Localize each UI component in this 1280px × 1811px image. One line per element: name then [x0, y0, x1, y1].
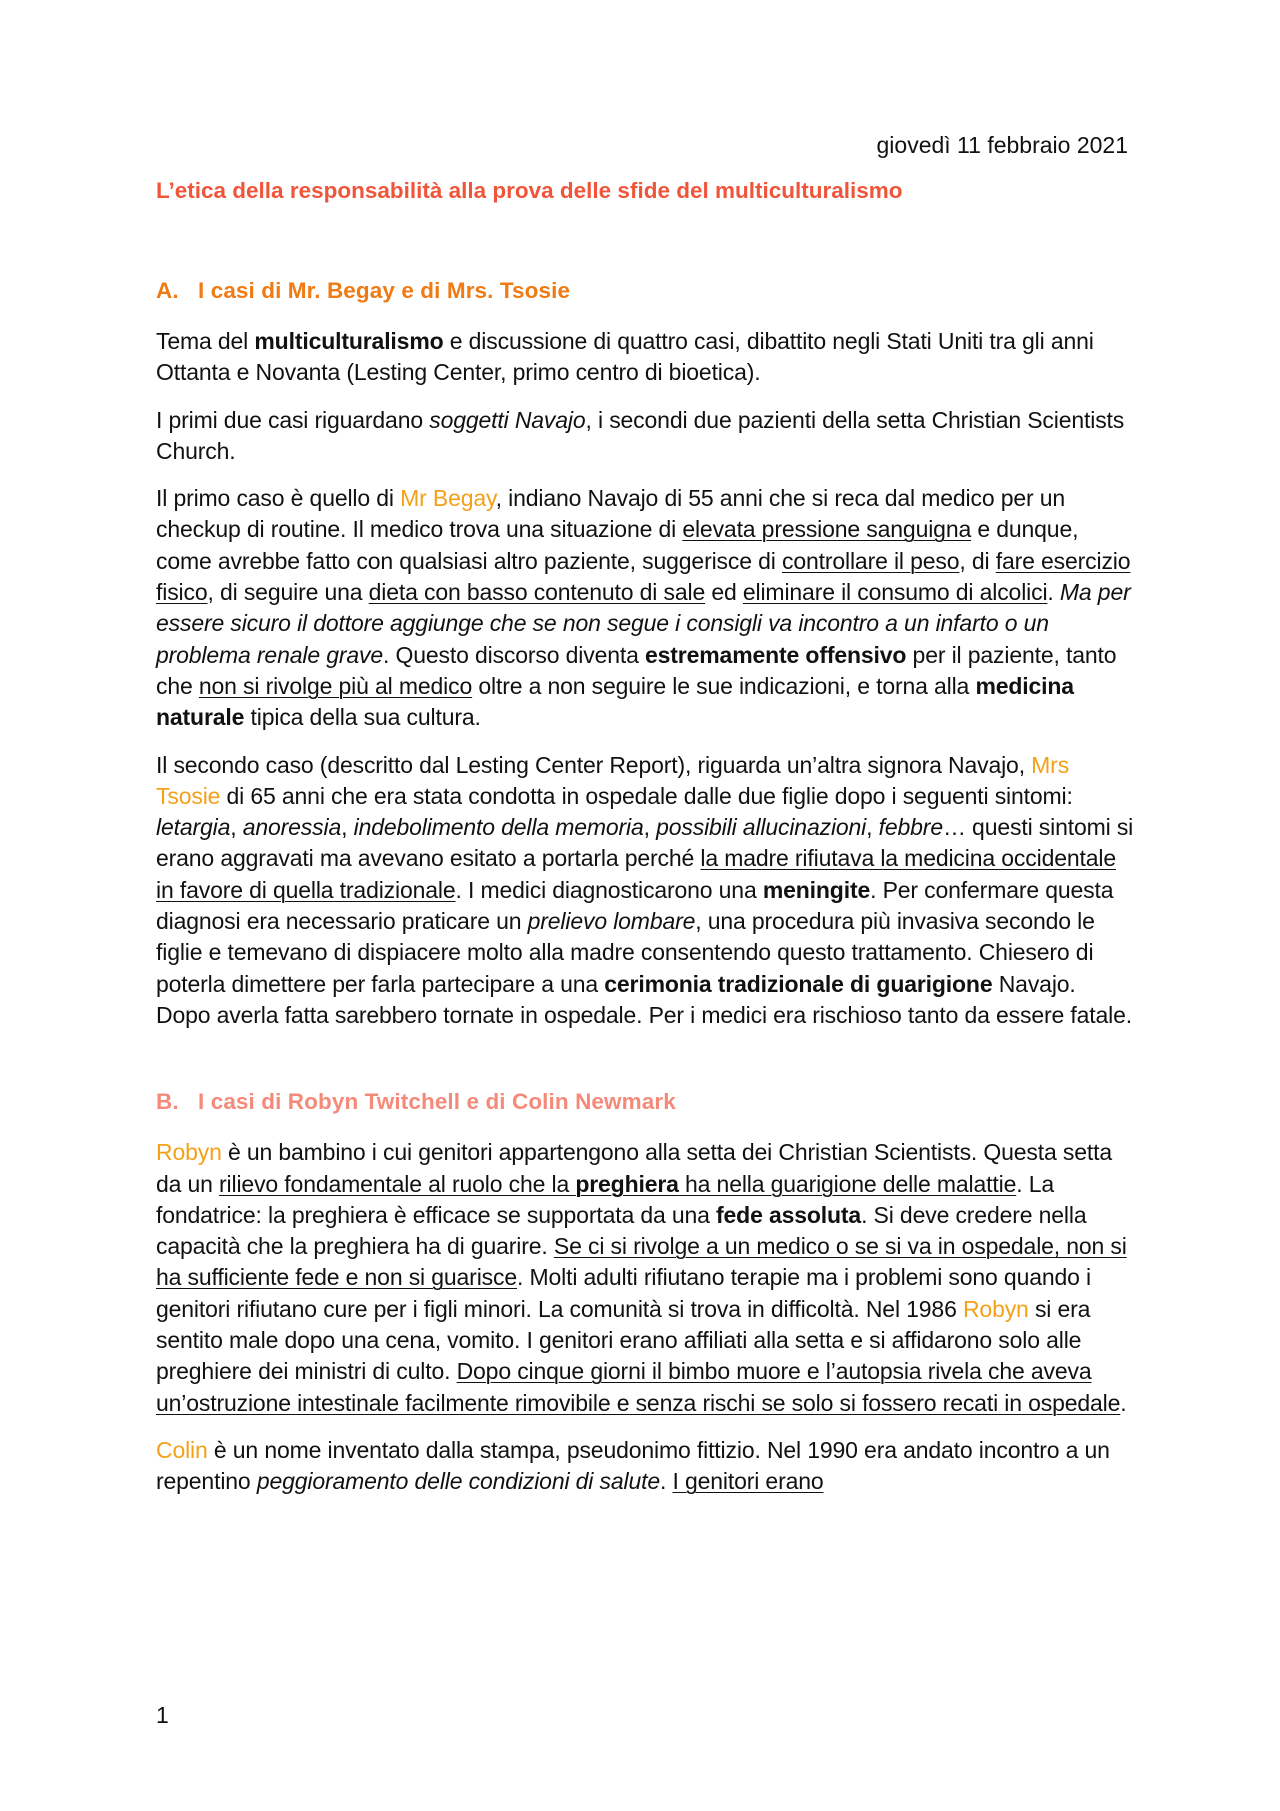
text-run: letargia [156, 814, 231, 841]
text-run: e discussione di quattro casi, dibattito negli Stati Uniti tra gli anni Ottanta e Novanta (Lesting Center, primo centro di bioetica). [156, 328, 1094, 386]
section-number: A. [156, 278, 179, 303]
text-run: . Per confermare questa diagnosi era necessario praticare un [156, 876, 1114, 935]
text-run: fede assoluta [716, 1201, 862, 1228]
text-run: . [1120, 1389, 1127, 1416]
text-run: controllare il peso [781, 547, 960, 574]
paragraph [156, 326, 1136, 389]
document-body [156, 278, 1136, 1514]
text-run: , una procedura più invasiva secondo le figlie e temevano di dispiacere molto alla madre consentendo questo trattamento. Chiesero di poterla dimettere per farla partecipare a una [156, 908, 1095, 997]
text-run: cerimonia tradizionale di guarigione [604, 970, 993, 997]
text-run: , indiano Navajo di 55 anni che si reca dal medico per un checkup di routine. Il medico trova una situazione di [156, 485, 1066, 543]
paragraph [156, 483, 1136, 733]
paragraph [156, 1435, 1136, 1498]
text-run: prelievo lombare [527, 908, 696, 935]
text-run: meningite [762, 876, 871, 903]
text-run: , [643, 814, 657, 841]
text-run: è un bambino i cui genitori appartengono alla setta dei Christian Scientists. Questa setta da un [156, 1139, 1113, 1197]
paragraph [156, 1137, 1136, 1419]
text-run: Ma per essere sicuro il dottore aggiunge che se non segue i consigli va incontro a un infarto o un problema renale grave [156, 579, 1131, 668]
section-b [156, 1089, 1136, 1497]
text-run: eliminare il consumo di alcolici [742, 579, 1048, 606]
text-run: possibili allucinazioni [656, 814, 867, 841]
text-run: I genitori erano [672, 1468, 824, 1495]
text-run: non si rivolge più al medico [198, 672, 473, 699]
text-run: . I medici diagnosticarono una [455, 876, 763, 903]
person-name: Robyn [962, 1295, 1029, 1322]
person-name: Mrs Tsosie [156, 751, 1070, 809]
section-title: I casi di Robyn Twitchell e di Colin Newmark [198, 1089, 676, 1115]
text-run: … questi sintomi si erano aggravati ma avevano esitato a portarla perché [156, 814, 1134, 872]
text-run: e dunque, come avrebbe fatto con qualsiasi altro paziente, suggerisce di [156, 516, 1079, 574]
text-run: . Questo discorso diventa [383, 641, 646, 668]
text-run: peggioramento delle condizioni di salute [256, 1468, 660, 1495]
text-run: indebolimento della memoria [353, 814, 644, 841]
text-run: . [1047, 579, 1060, 606]
paragraph [156, 750, 1136, 1032]
text-run: di 65 anni che era stata condotta in ospedale dalle due figlie dopo i seguenti sintomi: [220, 782, 1073, 809]
text-run: , [230, 814, 243, 841]
text-run: Dopo cinque giorni il bimbo muore e l’autopsia rivela che aveva un’ostruzione intestinale facilmente rimovibile e senza rischi se solo si fossero recati in ospedale [156, 1358, 1121, 1416]
document-title: L’etica della responsabilità alla prova delle sfide del multiculturalismo [156, 178, 903, 203]
person-name: Colin [156, 1436, 208, 1463]
text-run: I primi due casi riguardano [156, 406, 430, 433]
text-run: , [866, 814, 879, 841]
text-run: si era sentito male dopo una cena, vomito. I genitori erano affiliati alla setta e si affidarono solo alle preghiere dei ministri di culto. [156, 1295, 1091, 1385]
text-run: Il secondo caso (descritto dal Lesting Center Report), riguarda un’altra signora Navajo, [156, 751, 1032, 778]
text-run: . Molti adulti rifiutano terapie ma i problemi sono quando i genitori rifiutano cure per i figli minori. La comunità si trova in difficoltà. Nel 1986 [156, 1264, 1091, 1322]
section-a [156, 278, 1136, 1031]
text-run: anoressia [242, 814, 342, 841]
text-run: per il paziente, tanto che [156, 641, 1117, 699]
text-run: la madre rifiutava la medicina occidentale in favore di quella tradizionale [156, 845, 1116, 903]
text-run: ed [705, 579, 743, 606]
text-run: , i secondi due pazienti della setta Christian Scientists Church. [156, 406, 1125, 464]
section-title: I casi di Mr. Begay e di Mrs. Tsosie [198, 278, 571, 303]
page-number: 1 [156, 1702, 169, 1728]
text-run: . Si deve credere nella capacità che la preghiera ha di guarire. [156, 1201, 1087, 1260]
person-name: Robyn [156, 1139, 222, 1166]
text-run: elevata pressione sanguigna [682, 516, 972, 543]
section-number: B. [156, 1089, 179, 1115]
text-run: , di [959, 547, 996, 574]
text-run: febbre [878, 814, 943, 841]
text-run: Navajo. Dopo averla fatta sarebbero tornate in ospedale. Per i medici era rischioso tanto da essere fatale. [156, 970, 1132, 1028]
text-run: , [341, 814, 354, 841]
text-run: . La fondatrice: la preghiera è efficace se supportata da una [156, 1170, 1054, 1228]
text-run: medicina naturale [156, 672, 1074, 731]
text-run: Tema del [156, 328, 255, 354]
person-name: Mr Begay [400, 485, 496, 512]
text-run: estremamente offensivo [645, 641, 907, 668]
text-run: rilievo fondamentale al ruolo che la [219, 1170, 576, 1197]
text-run: Se ci si rivolge a un medico o se si va in ospedale, non si ha sufficiente fede e non si guarisce [156, 1233, 1127, 1291]
text-run: dieta con basso contenuto di sale [368, 579, 706, 606]
text-run: è un nome inventato dalla stampa, pseudonimo fittizio. Nel 1990 era andato incontro a un repentino [156, 1436, 1110, 1495]
paragraph [156, 405, 1136, 468]
text-run: ha nella guarigione delle malattie [678, 1170, 1017, 1197]
text-run: . [659, 1468, 673, 1495]
section-heading [156, 278, 1136, 304]
text-run: multiculturalismo [254, 328, 444, 354]
text-run: preghiera [575, 1170, 679, 1197]
text-run: fare esercizio fisico [156, 547, 1131, 606]
text-run: soggetti Navajo [429, 406, 586, 433]
text-run: oltre a non seguire le sue indicazioni, e torna alla [472, 672, 976, 699]
text-run: tipica della sua cultura. [244, 704, 481, 731]
document-date: giovedì 11 febbraio 2021 [876, 132, 1128, 158]
text-run: , di seguire una [207, 579, 369, 606]
section-heading [156, 1089, 1136, 1115]
text-run: Il primo caso è quello di [156, 485, 401, 512]
